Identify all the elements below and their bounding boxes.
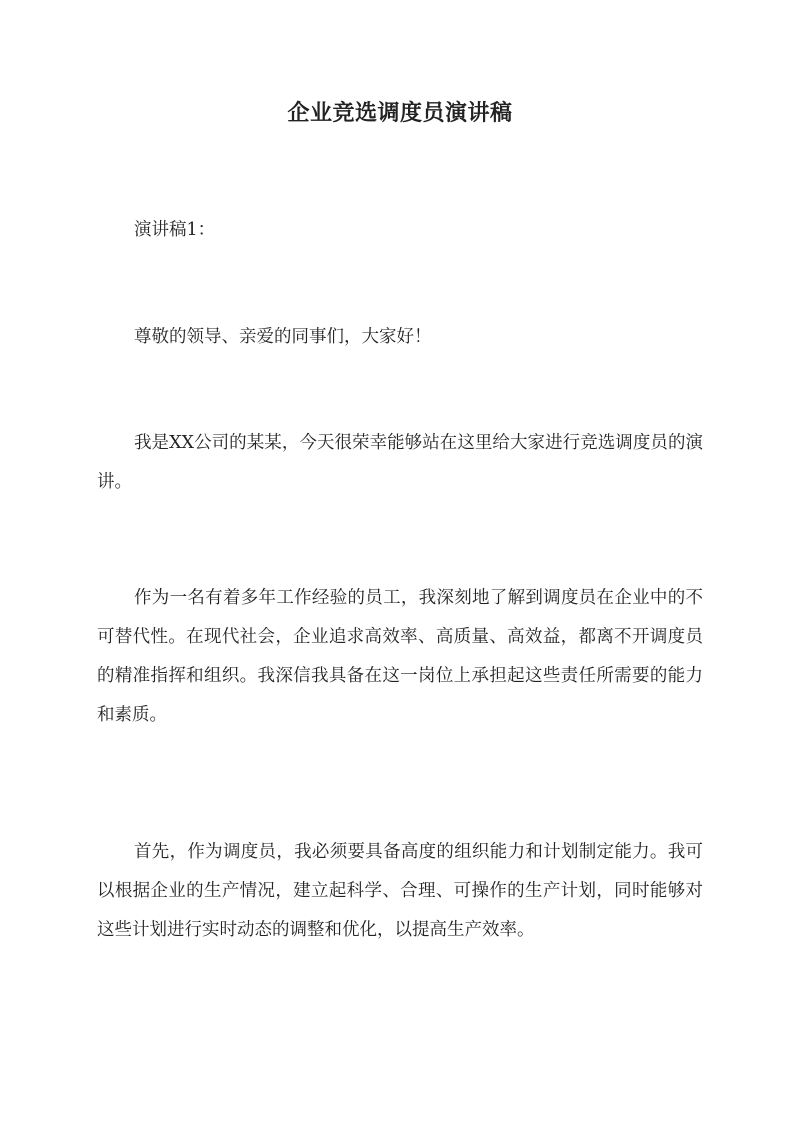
document-title: 企业竞选调度员演讲稿	[287, 100, 513, 126]
greeting-paragraph: 尊敬的领导、亲爱的同事们，大家好！	[134, 327, 432, 347]
organization-paragraph: 首先，作为调度员，我必须要具备高度的组织能力和计划制定能力。我可以根据企业的生产情况，建立起科学、合理、可操作的生产计划，同时能够对这些计划进行实时动态的调整和优化，以提高生产效率。	[97, 842, 703, 940]
intro-paragraph: 我是XX公司的某某，今天很荣幸能够站在这里给大家进行竞选调度员的演讲。	[97, 433, 703, 492]
experience-paragraph: 作为一名有着多年工作经验的员工，我深刻地了解到调度员在企业中的不可替代性。在现代社会，企业追求高效率、高质量、高效益，都离不开调度员的精准指挥和组织。我深信我具备在这一岗位上承担起这些责任所需要的能力和素质。	[97, 588, 703, 725]
speech-label: 演讲稿1：	[134, 220, 216, 240]
